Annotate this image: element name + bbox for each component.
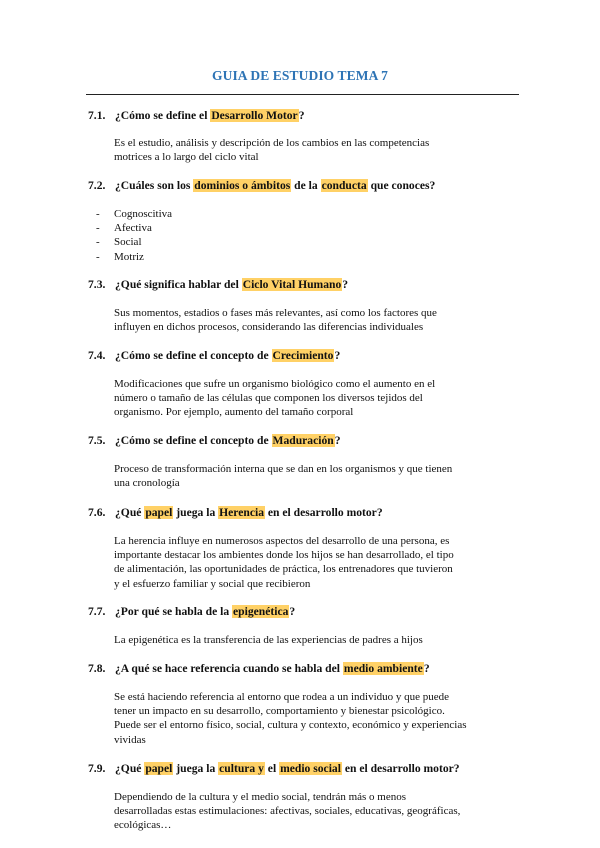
question-number: 7.6. <box>88 506 106 519</box>
highlighted-term: medio ambiente <box>343 662 423 675</box>
answer-line: La herencia influye en numerosos aspectos del desarrollo de una persona, es <box>114 535 450 547</box>
answer-line: motrices a lo largo del ciclo vital <box>114 151 259 164</box>
question-7-9 <box>88 761 460 776</box>
answer-7-5 <box>114 462 519 490</box>
highlighted-term: Crecimiento <box>272 349 334 362</box>
answer-line: influyen en dichos procesos, considerando las diferencias individuales <box>114 321 424 334</box>
document-title: GUIA DE ESTUDIO TEMA 7 <box>212 68 388 83</box>
answer-line: La epigenética es la transferencia de las experiencias de padres a hijos <box>114 634 423 646</box>
question-number: 7.2. <box>88 179 106 192</box>
answer-7-9 <box>114 790 519 833</box>
answer-7-3 <box>114 306 519 334</box>
answer-line: de alimentación, las oportunidades de práctica, los entrenadores que tuvieron <box>114 563 453 576</box>
question-text: juega la <box>173 506 219 519</box>
question-text: ¿Qué significa hablar del <box>115 278 242 291</box>
answer-line: ecológicas… <box>114 819 172 832</box>
list-item-text: Social <box>114 236 142 249</box>
answer-line: Sus momentos, estadios o fases más relevantes, así como los factores que <box>114 307 437 319</box>
question-text: ¿Qué <box>115 506 145 519</box>
question-text: ¿Cómo se define el concepto de <box>115 349 272 362</box>
question-text: ¿Qué <box>115 762 145 775</box>
title-underline <box>86 94 519 95</box>
question-text: ? <box>289 605 296 618</box>
question-text: el <box>264 762 280 775</box>
answer-7-1 <box>114 136 519 164</box>
list-item <box>96 250 172 264</box>
question-7-5 <box>88 433 341 448</box>
answer-line: una cronología <box>114 477 180 490</box>
question-7-8 <box>88 661 430 676</box>
answer-7-6 <box>114 534 519 591</box>
question-text: ¿Por qué se habla de la <box>115 605 233 618</box>
answer-line: tener un impacto en su desarrollo, comportamiento y bienestar psicológico. <box>114 705 445 718</box>
question-7-7 <box>88 604 295 619</box>
list-item-text: Afectiva <box>114 222 152 235</box>
answer-line: vividas <box>114 733 146 746</box>
question-7-1 <box>88 108 305 123</box>
question-number: 7.9. <box>88 762 106 775</box>
question-text: ¿Cuáles son los <box>115 179 194 192</box>
dash-bullet: - <box>96 208 100 220</box>
highlighted-term: papel <box>145 762 173 775</box>
dash-bullet: - <box>96 236 100 249</box>
answer-line: número o tamaño de las células que componen los diversos tejidos del <box>114 392 423 405</box>
answer-line: y el esfuerzo familiar y social que recibieron <box>114 577 311 590</box>
list-item <box>96 235 172 249</box>
question-number: 7.7. <box>88 605 106 618</box>
list-item-text: Motriz <box>114 250 144 263</box>
question-text: ? <box>334 349 341 362</box>
answer-line: organismo. Por ejemplo, aumento del tamaño corporal <box>114 406 354 419</box>
question-7-2 <box>88 178 435 193</box>
question-text: ? <box>342 278 349 291</box>
list-item <box>96 207 172 221</box>
question-number: 7.5. <box>88 434 106 447</box>
question-text: ? <box>298 109 305 122</box>
highlighted-term: conducta <box>321 179 367 192</box>
highlighted-term: epigenética <box>233 605 289 618</box>
answer-line: Puede ser el entorno físico, social, cultura y contexto, económico y experiencias <box>114 719 467 732</box>
highlighted-term: Ciclo Vital Humano <box>242 278 342 291</box>
answer-7-4 <box>114 377 519 420</box>
list-item-text: Cognoscitiva <box>114 208 173 220</box>
question-text: ¿A qué se hace referencia cuando se habla del <box>115 662 343 675</box>
answer-line: importante destacar los ambientes donde los hijos se han desarrollado, el tipo <box>114 549 454 562</box>
question-text: juega la <box>173 762 219 775</box>
answer-line: desarrolladas estas estimulaciones: afectivas, sociales, educativas, geográficas, <box>114 805 461 818</box>
answer-line: Dependiendo de la cultura y el medio social, tendrán más o menos <box>114 791 407 803</box>
highlighted-term: Herencia <box>219 506 264 519</box>
highlighted-term: Maduración <box>272 434 334 447</box>
question-number: 7.3. <box>88 278 106 291</box>
highlighted-term: cultura y <box>219 762 264 775</box>
question-text: en el desarrollo motor? <box>265 506 383 519</box>
highlighted-term: medio social <box>280 762 341 775</box>
answer-line: Proceso de transformación interna que se dan en los organismos y que tienen <box>114 463 453 475</box>
question-text: que conoces? <box>367 179 436 192</box>
dash-bullet: - <box>96 222 100 235</box>
question-text: de la <box>291 179 321 192</box>
list-item <box>96 221 172 235</box>
answer-line: Es el estudio, análisis y descripción de los cambios en las competencias <box>114 137 430 149</box>
highlighted-term: dominios o ámbitos <box>194 179 291 192</box>
question-text: ¿Cómo se define el <box>115 109 211 122</box>
highlighted-term: papel <box>145 506 173 519</box>
question-number: 7.1. <box>88 109 106 122</box>
question-7-3 <box>88 277 348 292</box>
answer-line: Modificaciones que sufre un organismo biológico como el aumento en el <box>114 378 436 390</box>
question-text: ? <box>423 662 430 675</box>
question-7-6 <box>88 505 383 520</box>
question-number: 7.8. <box>88 662 106 675</box>
question-7-4 <box>88 348 340 363</box>
dash-bullet: - <box>96 250 100 263</box>
highlighted-term: Desarrollo Motor <box>211 109 298 122</box>
answer-7-2-list <box>96 207 172 264</box>
answer-7-8 <box>114 690 519 747</box>
question-number: 7.4. <box>88 349 106 362</box>
answer-line: Se está haciendo referencia al entorno que rodea a un individuo y que puede <box>114 691 450 703</box>
question-text: en el desarrollo motor? <box>341 762 460 775</box>
question-text: ¿Cómo se define el concepto de <box>115 434 272 447</box>
question-text: ? <box>334 434 341 447</box>
answer-7-7 <box>114 633 519 647</box>
